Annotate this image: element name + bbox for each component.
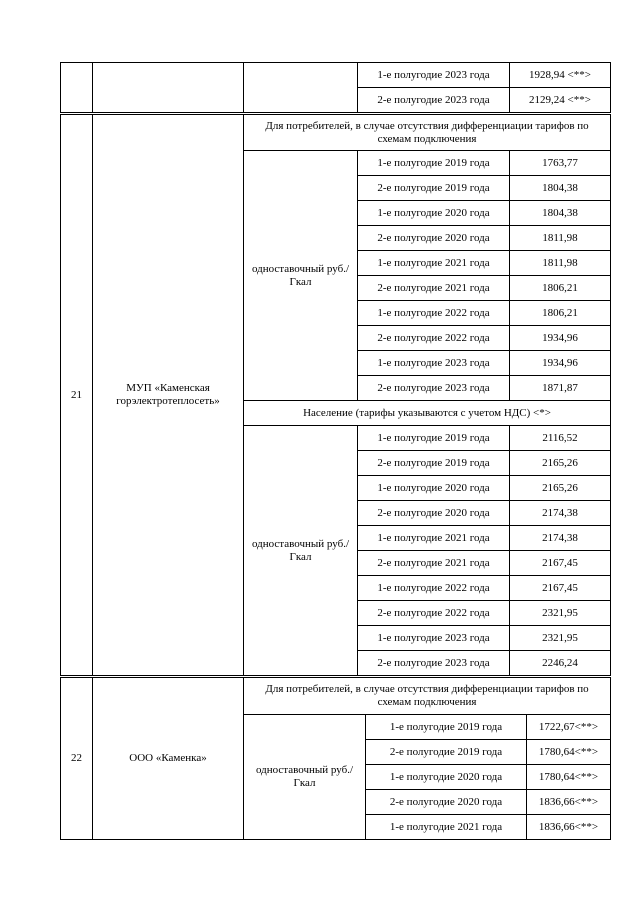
- period-cell: 1-е полугодие 2022 года: [358, 576, 510, 601]
- period-cell: 2-е полугодие 2021 года: [358, 551, 510, 576]
- value-cell: 1780,64<**>: [527, 740, 611, 765]
- value-cell: 2174,38: [510, 526, 611, 551]
- org-name: ООО «Каменка»: [93, 678, 244, 840]
- value-cell: 2174,38: [510, 501, 611, 526]
- period-cell: 2-е полугодие 2019 года: [358, 176, 510, 201]
- value-cell: 2321,95: [510, 626, 611, 651]
- value-cell: 2165,26: [510, 476, 611, 501]
- value-cell: 1871,87: [510, 376, 611, 401]
- period-cell: 1-е полугодие 2022 года: [358, 301, 510, 326]
- period-cell: 1-е полугодие 2020 года: [358, 476, 510, 501]
- group-header: Для потребителей, в случае отсутствия дифференциации тарифов по схемам подключения: [244, 115, 611, 151]
- period-cell: 1-е полугодие 2021 года: [358, 526, 510, 551]
- period-cell: 1-е полугодие 2019 года: [366, 715, 527, 740]
- period-cell: 2-е полугодие 2023 года: [358, 651, 510, 676]
- value-cell: 1934,96: [510, 351, 611, 376]
- org-cell: [93, 63, 244, 113]
- value-cell: 1722,67<**>: [527, 715, 611, 740]
- org-name: МУП «Каменская горэлектротеплосеть»: [93, 115, 244, 676]
- value-cell: 2167,45: [510, 576, 611, 601]
- value-cell: 1763,77: [510, 151, 611, 176]
- rate-type: одноставочный руб./Гкал: [244, 426, 358, 676]
- period-cell: 1-е полугодие 2023 года: [358, 63, 510, 88]
- group-header: Для потребителей, в случае отсутствия дифференциации тарифов по схемам подключения: [244, 678, 611, 715]
- tariff-table-org-22: [60, 677, 611, 840]
- period-cell: 1-е полугодие 2023 года: [358, 626, 510, 651]
- num-cell: [61, 63, 93, 113]
- period-cell: 1-е полугодие 2020 года: [358, 201, 510, 226]
- value-cell: 1934,96: [510, 326, 611, 351]
- value-cell: 2321,95: [510, 601, 611, 626]
- value-cell: 2129,24 <**>: [510, 88, 611, 113]
- value-cell: 1804,38: [510, 176, 611, 201]
- period-cell: 1-е полугодие 2019 года: [358, 151, 510, 176]
- period-cell: 2-е полугодие 2023 года: [358, 88, 510, 113]
- period-cell: 1-е полугодие 2020 года: [366, 765, 527, 790]
- period-cell: 2-е полугодие 2019 года: [366, 740, 527, 765]
- period-cell: 1-е полугодие 2021 года: [366, 815, 527, 840]
- period-cell: 2-е полугодие 2023 года: [358, 376, 510, 401]
- value-cell: 2167,45: [510, 551, 611, 576]
- value-cell: 2246,24: [510, 651, 611, 676]
- value-cell: 1928,94 <**>: [510, 63, 611, 88]
- value-cell: 1806,21: [510, 301, 611, 326]
- tariff-table-continuation: [60, 62, 611, 113]
- tariff-table-org-21: [60, 114, 611, 676]
- period-cell: 2-е полугодие 2022 года: [358, 601, 510, 626]
- rate-type: одноставочный руб./Гкал: [244, 715, 366, 840]
- period-cell: 2-е полугодие 2020 года: [358, 501, 510, 526]
- value-cell: 1836,66<**>: [527, 815, 611, 840]
- period-cell: 1-е полугодие 2019 года: [358, 426, 510, 451]
- period-cell: 1-е полугодие 2021 года: [358, 251, 510, 276]
- period-cell: 2-е полугодие 2019 года: [358, 451, 510, 476]
- value-cell: 1811,98: [510, 226, 611, 251]
- group-header: Население (тарифы указываются с учетом НДС) <*>: [244, 401, 611, 426]
- org-number: 21: [61, 115, 93, 676]
- period-cell: 2-е полугодие 2022 года: [358, 326, 510, 351]
- rate-type: одноставочный руб./Гкал: [244, 151, 358, 401]
- period-cell: 2-е полугодие 2020 года: [358, 226, 510, 251]
- value-cell: 2116,52: [510, 426, 611, 451]
- value-cell: 1811,98: [510, 251, 611, 276]
- rate-type-cell: [244, 63, 358, 113]
- value-cell: 1804,38: [510, 201, 611, 226]
- value-cell: 1780,64<**>: [527, 765, 611, 790]
- period-cell: 2-е полугодие 2021 года: [358, 276, 510, 301]
- period-cell: 1-е полугодие 2023 года: [358, 351, 510, 376]
- org-number: 22: [61, 678, 93, 840]
- value-cell: 1836,66<**>: [527, 790, 611, 815]
- value-cell: 1806,21: [510, 276, 611, 301]
- period-cell: 2-е полугодие 2020 года: [366, 790, 527, 815]
- value-cell: 2165,26: [510, 451, 611, 476]
